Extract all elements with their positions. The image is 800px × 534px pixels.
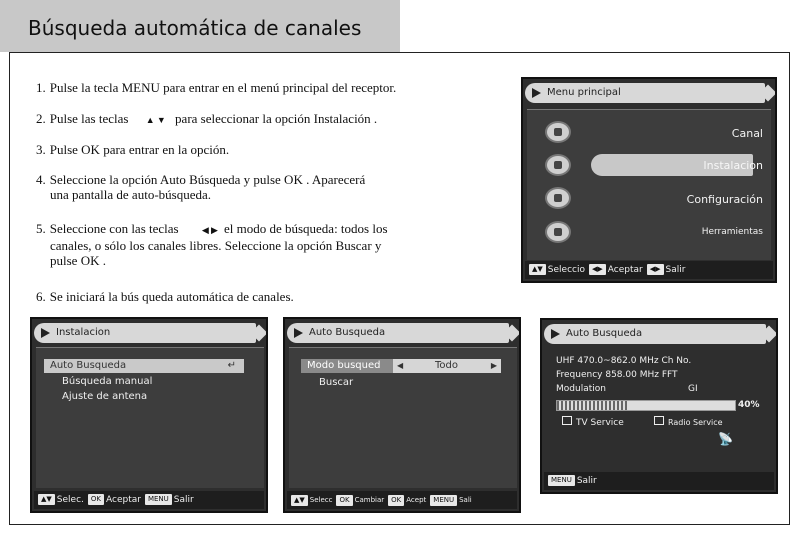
modulation-label: Modulation: [556, 384, 606, 394]
step-4: [36, 172, 486, 202]
satellite-icon: [545, 154, 571, 176]
footer-text: Salir: [173, 495, 194, 505]
step-6: [36, 289, 486, 304]
step-5: [36, 221, 486, 268]
key-hint: ▲▼: [291, 495, 308, 506]
step-3: [36, 142, 486, 157]
menu-item-instalacion[interactable]: Instalacion: [703, 159, 763, 172]
step-1: [36, 80, 486, 95]
mode-value-box: [393, 359, 501, 373]
tab-label: Auto Busqueda: [309, 327, 386, 338]
right-arrow-icon: ▶: [490, 361, 497, 370]
tv-service-label: TV Service: [576, 418, 624, 428]
mode-select[interactable]: [301, 359, 501, 373]
key-hint: MENU: [430, 495, 457, 506]
gi-label: GI: [688, 384, 698, 394]
menu-item-busqueda-manual[interactable]: Búsqueda manual: [62, 376, 153, 387]
key-hint: ◀▶: [647, 264, 664, 275]
tv-icon: [562, 416, 572, 425]
settings-icon: [545, 187, 571, 209]
page-title: Búsqueda automática de canales: [28, 16, 362, 40]
main-menu-footer: [525, 261, 773, 279]
satellite-dish-icon: 📡: [718, 432, 733, 446]
frequency: Frequency 858.00 MHz FFT: [556, 370, 678, 380]
step-text: el modo de búsqueda: todos los: [223, 221, 388, 236]
menu-item-auto-busqueda[interactable]: [44, 359, 244, 373]
menu-item-canal[interactable]: Canal: [731, 127, 763, 140]
footer-text: Selec.: [56, 495, 84, 505]
diamond-icon: [251, 325, 268, 342]
step-text: Seleccione con las teclas: [49, 221, 179, 236]
step-2: [36, 111, 486, 128]
progress-fill: [557, 401, 628, 410]
arrow-icon: [551, 329, 560, 339]
tab-label: Auto Busqueda: [566, 328, 643, 339]
auto-search-tab: [287, 323, 509, 343]
progress-bar: [556, 400, 736, 411]
footer-text: Acept: [406, 496, 427, 504]
key-hint: MENU: [548, 475, 575, 486]
footer-text: Aceptar: [106, 495, 141, 505]
tools-icon: [545, 221, 571, 243]
step-text: pulse OK .: [50, 253, 106, 268]
step-number: 6.: [36, 289, 46, 304]
install-menu-tab: [34, 323, 256, 343]
up-down-arrows-icon: ▲ ▼: [145, 115, 166, 125]
tab-label: Instalacion: [56, 327, 111, 338]
tab-label: Menu principal: [547, 87, 621, 98]
step-text: Pulse las teclas: [49, 111, 129, 126]
progress-screen: [540, 318, 778, 494]
install-menu-footer: [34, 491, 264, 509]
mode-value: Todo: [435, 360, 458, 371]
step-number: 2.: [36, 111, 46, 126]
step-text: una pantalla de auto-búsqueda.: [50, 187, 211, 202]
menu-item-ajuste-antena[interactable]: Ajuste de antena: [62, 391, 148, 402]
footer-text: Seleccio: [547, 265, 585, 275]
auto-search-screen: [283, 317, 521, 513]
step-text: Se iniciará la bús queda automática de canales.: [49, 289, 294, 304]
step-text: Seleccione la opción Auto Búsqueda y pulse OK . Aparecerá: [49, 172, 366, 187]
step-text: Pulse OK para entrar en la opción.: [49, 142, 230, 157]
key-hint: ▲▼: [529, 264, 546, 275]
radio-service-label: Radio Service: [668, 418, 723, 427]
step-text: para seleccionar la opción Instalación .: [175, 111, 378, 126]
radio-service-row: [654, 416, 723, 427]
diamond-icon: [760, 85, 777, 102]
progress-percent: 40%: [738, 400, 760, 410]
mode-label: Modo busqued: [307, 360, 381, 371]
footer-text: Aceptar: [607, 265, 643, 275]
search-button[interactable]: Buscar: [319, 377, 354, 388]
radio-icon: [654, 416, 664, 425]
step-number: 1.: [36, 80, 46, 95]
footer-text: Selecc: [309, 496, 333, 504]
step-number: 5.: [36, 221, 46, 236]
footer-text: Cambiar: [354, 496, 385, 504]
progress-tab: [544, 324, 766, 344]
main-menu-tab: [525, 83, 765, 103]
uhf-range: UHF 470.0~862.0 MHz Ch No.: [556, 356, 692, 366]
menu-item-label: Auto Busqueda: [50, 360, 127, 371]
key-hint: OK: [336, 495, 352, 506]
channel-icon: [545, 121, 571, 143]
check-icon: ↵: [227, 360, 236, 371]
menu-item-herramientas[interactable]: Herramientas: [701, 227, 763, 237]
diamond-icon: [504, 325, 521, 342]
left-right-arrows-icon: ◀ ▶: [201, 225, 218, 235]
footer-text: Salir: [665, 265, 686, 275]
key-hint: ◀▶: [589, 264, 606, 275]
key-hint: ▲▼: [38, 494, 55, 505]
footer-text: Sali: [459, 496, 472, 504]
progress-footer: [544, 472, 774, 490]
footer-text: Salir: [576, 476, 597, 486]
arrow-icon: [41, 328, 50, 338]
main-menu-screen: [521, 77, 777, 283]
step-number: 3.: [36, 142, 46, 157]
step-number: 4.: [36, 172, 46, 187]
step-text: Pulse la tecla MENU para entrar en el menú principal del receptor.: [49, 80, 397, 95]
left-arrow-icon: ◀: [397, 361, 404, 370]
key-hint: OK: [88, 494, 104, 505]
diamond-icon: [761, 326, 778, 343]
arrow-icon: [532, 88, 541, 98]
install-menu-screen: [30, 317, 268, 513]
tv-service-row: [562, 416, 624, 428]
key-hint: MENU: [145, 494, 172, 505]
key-hint: OK: [388, 495, 404, 506]
auto-search-footer: [287, 491, 517, 509]
step-text: canales, o sólo los canales libres. Seleccione la opción Buscar y: [50, 238, 382, 253]
menu-item-configuracion[interactable]: Configuración: [686, 193, 763, 206]
arrow-icon: [294, 328, 303, 338]
